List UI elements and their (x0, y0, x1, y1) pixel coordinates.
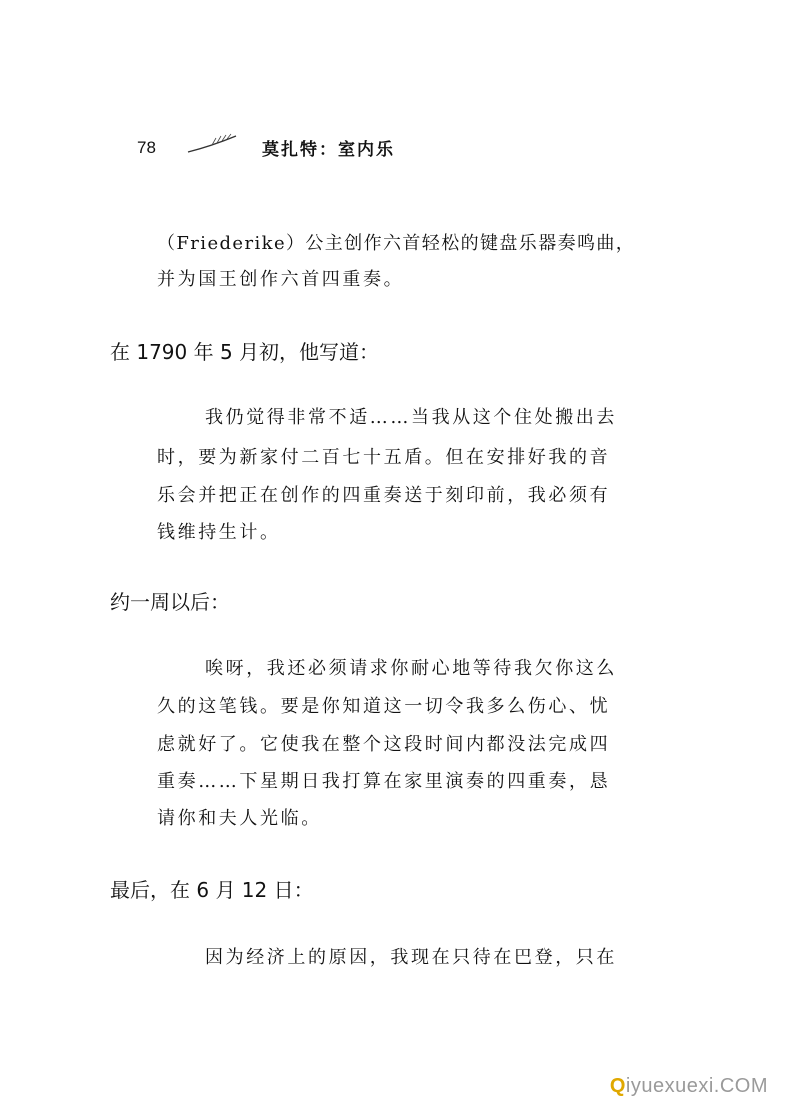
quote-1-line-1: 我仍觉得非常不适……当我从这个住处搬出去 (205, 407, 617, 428)
watermark-text: iyuexuexi.COM (625, 1075, 768, 1097)
quill-ornament-icon (186, 132, 240, 156)
narration-1: 在 1790 年 5 月初，他写道： (110, 340, 380, 364)
running-title: 莫扎特：室内乐 (262, 140, 395, 160)
narration-3: 最后，在 6 月 12 日： (110, 878, 314, 902)
text-line-2: 并为国王创作六首四重奏。 (157, 269, 405, 290)
quote-3-line-1: 因为经济上的原因，我现在只待在巴登，只在 (205, 947, 617, 968)
quote-1-line-3: 乐会并把正在创作的四重奏送于刻印前，我必须有 (157, 485, 611, 506)
quote-1-line-4: 钱维持生计。 (157, 522, 281, 543)
page-number: 78 (137, 138, 156, 157)
quote-2-line-5: 请你和夫人光临。 (157, 808, 322, 829)
quote-2-line-4: 重奏……下星期日我打算在家里演奏的四重奏，恳 (157, 771, 611, 792)
quote-2-line-3: 虑就好了。它使我在整个这段时间内都没法完成四 (157, 734, 611, 755)
quote-1-line-2: 时，要为新家付二百七十五盾。但在安排好我的音 (157, 447, 611, 468)
narration-2: 约一周以后： (110, 590, 230, 614)
text-line-1: （Friederike）公主创作六首轻松的键盘乐器奏鸣曲， (157, 233, 636, 254)
watermark (610, 1075, 768, 1098)
quote-2-line-1: 唉呀，我还必须请求你耐心地等待我欠你这么 (205, 658, 617, 679)
watermark-logo-letter: Q (609, 1075, 626, 1097)
quote-2-line-2: 久的这笔钱。要是你知道这一切令我多么伤心、忧 (157, 696, 611, 717)
